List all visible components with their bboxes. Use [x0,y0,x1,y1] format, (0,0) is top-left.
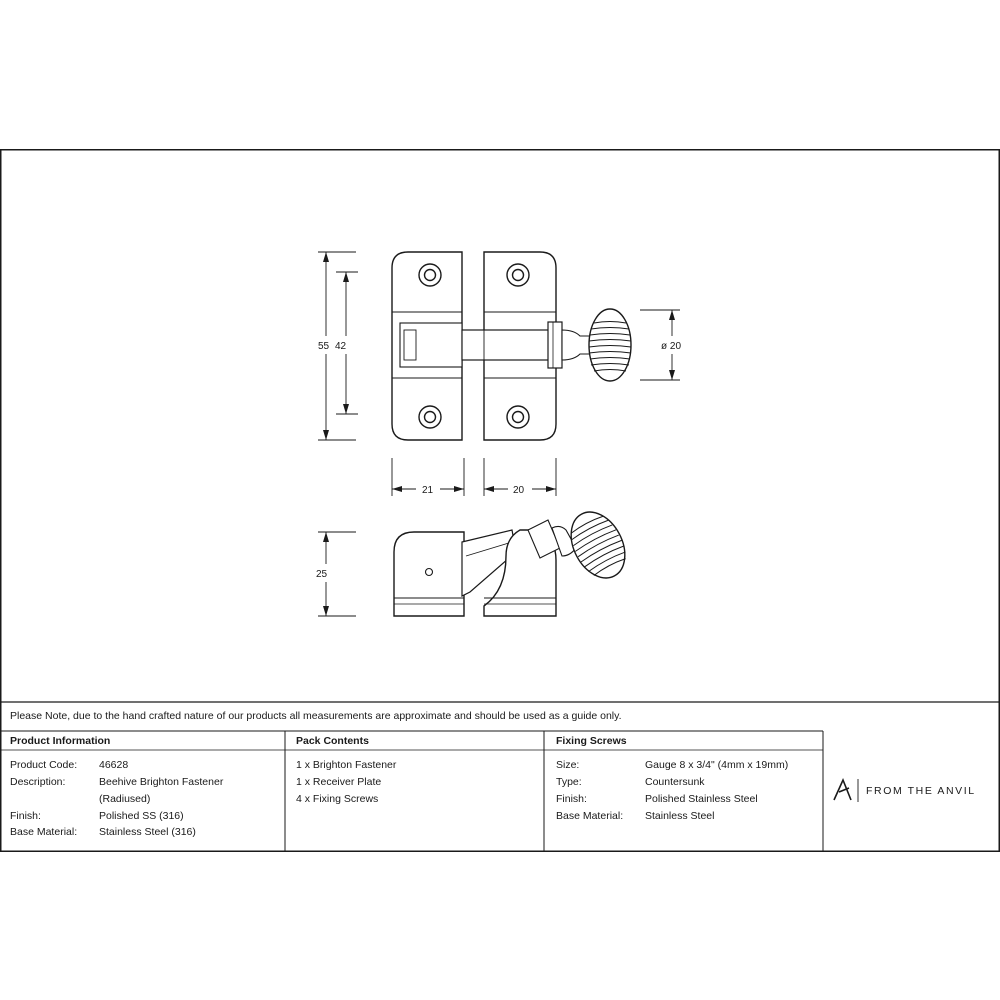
dim-bolt-plate-width: 20 [513,485,525,496]
description-label: Description: [10,776,66,788]
dim-knob-diameter: ø 20 [661,341,682,352]
screw-finish-value: Polished Stainless Steel [645,793,758,805]
brand-logo-icon [834,779,858,802]
dim-overall-height: 55 [318,341,330,352]
dim-keep-width: 21 [422,485,434,496]
product-code-label: Product Code: [10,759,78,771]
fixing-screws-heading: Fixing Screws [556,735,627,747]
measurement-note: Please Note, due to the hand crafted nature of our products all measurements are approximate and should be used as a guide only. [10,710,622,722]
pack-item: 1 x Receiver Plate [296,776,382,788]
screw-type-value: Countersunk [645,776,705,788]
pack-item: 1 x Brighton Fastener [296,759,397,771]
finish-value: Polished SS (316) [99,810,184,822]
screw-size-label: Size: [556,759,580,771]
side-view [394,503,636,616]
brand-name: FROM THE ANVIL [866,785,976,797]
base-material-value: Stainless Steel (316) [99,826,196,838]
finish-label: Finish: [10,810,41,822]
description-value-cont: (Radiused) [99,793,151,805]
screw-size-value: Gauge 8 x 3/4" (4mm x 19mm) [645,759,789,771]
dim-inner-height: 42 [335,341,347,352]
screw-material-label: Base Material: [556,810,624,822]
screw-finish-label: Finish: [556,793,587,805]
screw-material-value: Stainless Steel [645,810,715,822]
product-code-value: 46628 [99,759,129,771]
front-view [392,252,631,440]
pack-item: 4 x Fixing Screws [296,793,379,805]
dim-side-height: 25 [316,569,328,580]
base-material-label: Base Material: [10,826,78,838]
screw-type-label: Type: [556,776,582,788]
bolt [462,330,550,360]
knob-collar [548,322,562,368]
description-value: Beehive Brighton Fastener [99,776,224,788]
product-information-heading: Product Information [10,735,111,747]
pack-contents-heading: Pack Contents [296,735,369,747]
